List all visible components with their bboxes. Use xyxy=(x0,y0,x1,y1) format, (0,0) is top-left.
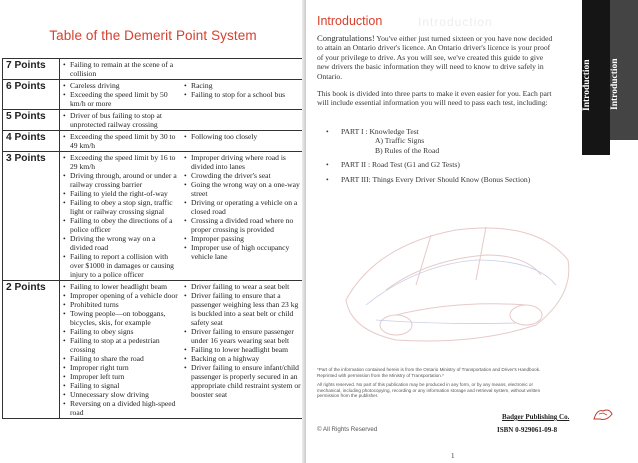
left-page xyxy=(0,0,306,463)
table-row xyxy=(3,152,305,281)
legal-notes xyxy=(317,367,549,403)
intro-title: Introduction xyxy=(317,14,383,28)
violation-item: • Failing to obey signs xyxy=(63,327,180,336)
violation-columns xyxy=(63,111,301,129)
part-1b: B) Rules of the Road xyxy=(375,145,440,155)
violation-item: • Improper use of high occupancy vehicle lane xyxy=(184,243,301,261)
ministry-note: *Part of the information contained herein is from the Ontario Ministry of Transportation and Driver's Handbook. Reprinted with permission from the Ministry of Transportation.* xyxy=(317,367,541,378)
violation-item: • Towing people—on toboggans, bicycles, skis, for example xyxy=(63,309,180,327)
violation-item: • Improper opening of a vehicle door xyxy=(63,291,180,300)
violation-item: • Improper passing xyxy=(184,234,301,243)
violation-item: • Driver failing to ensure that a passenger weighing less than 23 kg is buckled into a seat belt or child safety seat xyxy=(184,291,301,327)
violation-item: • Driving or operating a vehicle on a closed road xyxy=(184,198,301,216)
demerit-point-table xyxy=(2,58,305,419)
violation-list xyxy=(184,81,301,99)
violations-cell xyxy=(60,80,305,110)
section-tab-dark-label: Introduction xyxy=(582,59,592,111)
violation-list xyxy=(63,60,180,78)
part-1-item xyxy=(326,127,566,155)
section-tab-gray-label: Introduction xyxy=(610,58,620,110)
table-row xyxy=(3,110,305,131)
parts-list xyxy=(326,127,566,189)
violation-item: • Driver failing to wear a seat belt xyxy=(184,282,301,291)
violations-cell xyxy=(60,110,305,131)
violation-item: • Crossing a divided road where no proper crossing is provided xyxy=(184,216,301,234)
violation-list xyxy=(184,153,301,261)
violation-list xyxy=(63,282,180,417)
violation-column xyxy=(184,60,301,78)
violation-item: • Crowding the driver's seat xyxy=(184,171,301,180)
table-row xyxy=(3,59,305,80)
violation-item: • Failing to lower headlight beam xyxy=(63,282,180,291)
publisher-name: Badger Publishing Co. xyxy=(502,413,570,421)
points-cell: 7 Points xyxy=(3,59,60,80)
violation-item: • Reversing on a divided high-speed road xyxy=(63,399,180,417)
violations-cell xyxy=(60,59,305,80)
violation-item: • Failing to obey the directions of a police officer xyxy=(63,216,180,234)
violation-columns xyxy=(63,132,301,150)
violation-item: • Exceeding the speed limit by 50 km/h or more xyxy=(63,90,180,108)
intro-paragraph-2: This book is divided into three parts to make it even easier for you. Each part will include essential information you will need to pass each test, including: xyxy=(317,89,552,108)
rights-note: All rights reserved. No part of this publication may be produced in any form, or by any means, electronic or mechanical, including photocopying, recording or any information storage and retrieval system, without written permission from the publisher. xyxy=(317,382,541,399)
violations-cell xyxy=(60,152,305,281)
violation-list xyxy=(184,282,301,399)
violation-column xyxy=(63,153,180,279)
points-cell: 5 Points xyxy=(3,110,60,131)
violation-column xyxy=(184,81,301,108)
part-2-item: • PART II : Road Test (G1 and G2 Tests) xyxy=(326,160,566,169)
table-row xyxy=(3,80,305,110)
title-watermark: Introduction xyxy=(418,15,493,29)
points-cell: 3 Points xyxy=(3,152,60,281)
copyright-text: © All Rights Reserved xyxy=(317,426,378,433)
part-3-item: • PART III: Things Every Driver Should Know (Bonus Section) xyxy=(326,175,566,184)
violation-item: • Following too closely xyxy=(184,132,301,141)
violations-cell xyxy=(60,131,305,152)
violations-cell xyxy=(60,281,305,419)
violation-item: • Going the wrong way on a one-way street xyxy=(184,180,301,198)
violation-columns xyxy=(63,60,301,78)
page-number: 1 xyxy=(451,452,455,460)
violation-item: • Failing to lower headlight beam xyxy=(184,345,301,354)
violation-column xyxy=(63,81,180,108)
violation-item: • Failing to stop for a school bus xyxy=(184,90,301,99)
table-row xyxy=(3,281,305,419)
violation-column xyxy=(63,60,180,78)
violation-item: • Failing to remain at the scene of a collision xyxy=(63,60,180,78)
violation-column xyxy=(184,111,301,129)
violation-item: • Prohibited turns xyxy=(63,300,180,309)
violation-item: • Driver failing to ensure infant/child passenger is properly secured in an appropriate child restraint system or booster seat xyxy=(184,363,301,399)
violation-item: • Driving through, around or under a railway crossing barrier xyxy=(63,171,180,189)
violation-item: • Careless driving xyxy=(63,81,180,90)
badger-logo-icon xyxy=(592,406,614,422)
table-row xyxy=(3,131,305,152)
violation-columns xyxy=(63,153,301,279)
violation-item: • Improper left turn xyxy=(63,372,180,381)
violation-column xyxy=(63,111,180,129)
points-cell: 4 Points xyxy=(3,131,60,152)
violation-list xyxy=(63,153,180,279)
section-tab-gray[interactable] xyxy=(610,0,638,140)
violation-item: • Exceeding the speed limit by 30 to 49 km/h xyxy=(63,132,180,150)
congratulations-lead: Congratulations! xyxy=(317,33,375,43)
violation-item: • Improper right turn xyxy=(63,363,180,372)
part-1-label: PART I : Knowledge Test xyxy=(341,127,419,136)
violation-item: • Failing to signal xyxy=(63,381,180,390)
violation-item: • Improper driving where road is divided into lanes xyxy=(184,153,301,171)
section-tab-dark[interactable] xyxy=(582,0,610,155)
violation-item: • Failing to obey a stop sign, traffic light or railway crossing signal xyxy=(63,198,180,216)
violation-item: • Backing on a highway xyxy=(184,354,301,363)
violation-columns xyxy=(63,282,301,417)
violation-item: • Unnecessary slow driving xyxy=(63,390,180,399)
violation-item: • Failing to share the road xyxy=(63,354,180,363)
demerit-table-title: Table of the Demerit Point System xyxy=(49,28,257,43)
violation-item: • Exceeding the speed limit by 16 to 29 km/h xyxy=(63,153,180,171)
violation-column xyxy=(63,132,180,150)
violation-item: • Driver of bus failing to stop at unprotected railway crossing xyxy=(63,111,180,129)
points-cell: 6 Points xyxy=(3,80,60,110)
violation-column xyxy=(184,153,301,279)
violation-item: • Driver failing to ensure passenger under 16 years wearing seat belt xyxy=(184,327,301,345)
violation-item: • Racing xyxy=(184,81,301,90)
violation-column xyxy=(184,132,301,150)
violation-column xyxy=(184,282,301,417)
violation-list xyxy=(63,81,180,108)
violation-item: • Failing to report a collision with over $1000 in damages or causing injury to a police officer xyxy=(63,252,180,279)
violation-list xyxy=(63,132,180,150)
intro-paragraph-1 xyxy=(317,34,555,81)
part-1a: A) Traffic Signs xyxy=(375,136,425,146)
isbn-text: ISBN 0-929061-09-8 xyxy=(497,426,558,434)
intro-paragraph-1-text: You've either just turned sixteen or you have now decided to attain an Ontario driver's licence. An Ontario driver's licence is your proof of your privilege to drive. As you will see, we've created this guide to give new drivers the basic information they will need to know to drive safely in Ontario. xyxy=(317,34,553,81)
car-sketch-illustration xyxy=(336,205,576,350)
violation-column xyxy=(63,282,180,417)
right-page xyxy=(306,0,638,463)
violation-columns xyxy=(63,81,301,108)
violation-item: • Failing to yield the right-of-way xyxy=(63,189,180,198)
violation-item: • Driving the wrong way on a divided road xyxy=(63,234,180,252)
violation-item: • Failing to stop at a pedestrian crossing xyxy=(63,336,180,354)
violation-list xyxy=(63,111,180,129)
violation-list xyxy=(184,132,301,141)
points-cell: 2 Points xyxy=(3,281,60,419)
